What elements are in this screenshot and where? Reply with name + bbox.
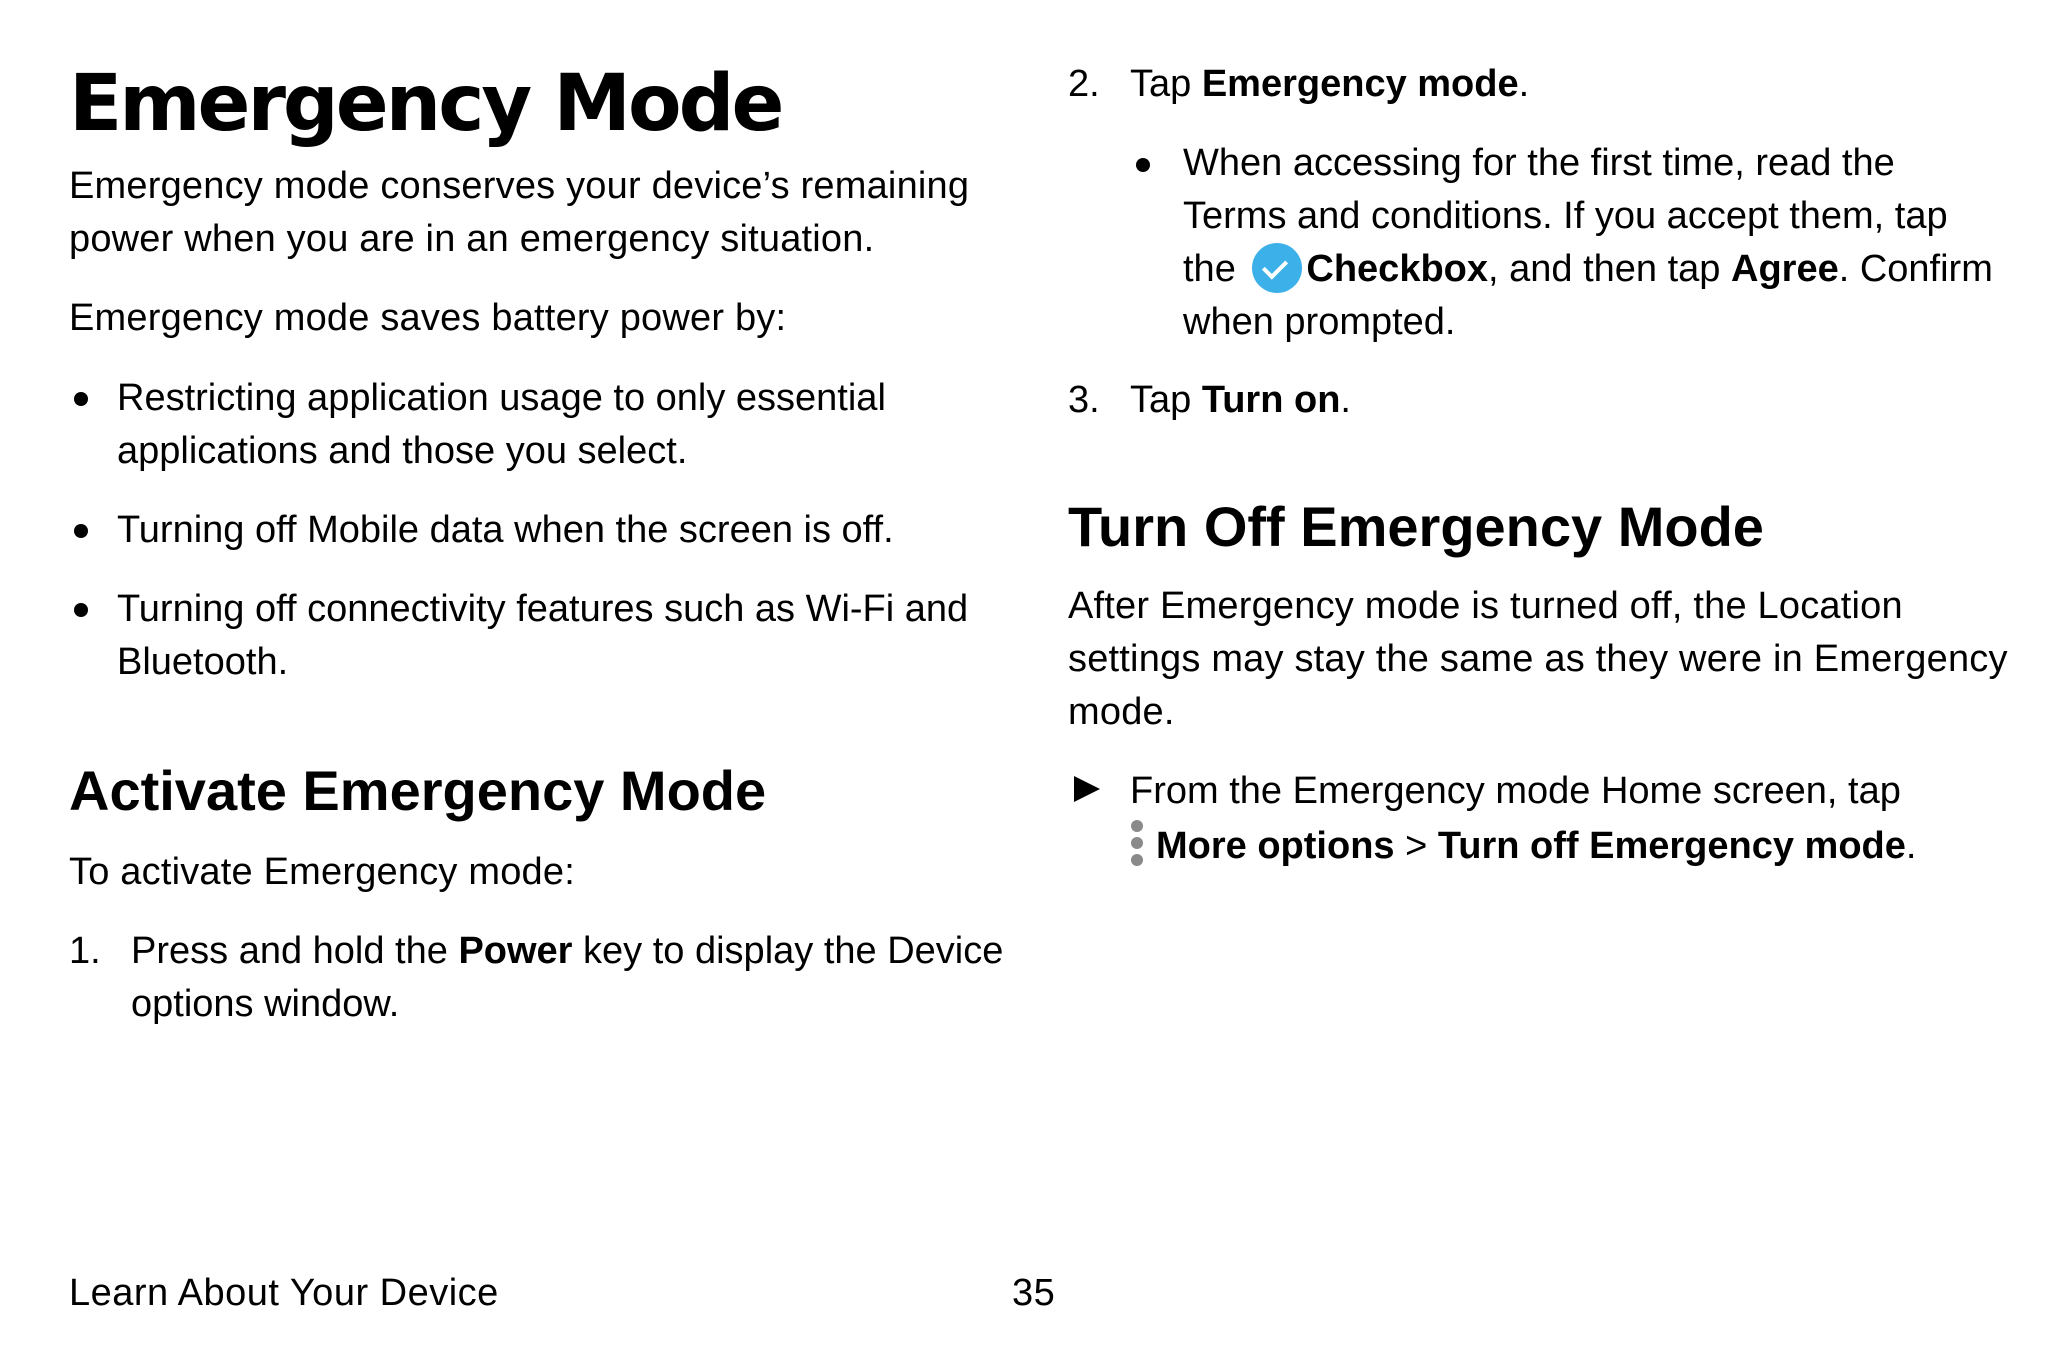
turn-off-emergency-label: Turn off Emergency mode <box>1437 825 1906 867</box>
intro-paragraph <box>69 160 969 266</box>
turn-on-label: Turn on <box>1201 379 1341 421</box>
list-item-line: Bluetooth. <box>117 641 289 683</box>
list-item <box>117 504 894 557</box>
list-item-line: , and then tap <box>1488 248 1731 290</box>
list-item-line: When accessing for the first time, read the <box>1183 142 1895 184</box>
list-item-line: applications and those you select. <box>117 430 688 472</box>
emergency-mode-label: Emergency mode <box>1201 63 1519 105</box>
bullet-icon <box>74 524 88 538</box>
action-line: From the Emergency mode Home screen, tap <box>1130 770 1901 812</box>
activate-intro: To activate Emergency mode: <box>69 851 575 893</box>
more-options-icon <box>1130 818 1144 868</box>
saves-by-text: Emergency mode saves battery power by: <box>69 297 787 339</box>
step-text-part: key to display the Device <box>572 930 1004 972</box>
list-item <box>117 372 886 478</box>
checkbox-label: Checkbox <box>1306 248 1489 290</box>
step-text <box>1130 58 1529 111</box>
paragraph-line: mode. <box>1068 691 1175 733</box>
list-item-line: . Confirm <box>1838 248 1993 290</box>
action-text <box>1130 765 1916 873</box>
list-item <box>117 583 968 689</box>
step-text-part: . <box>1340 379 1351 421</box>
step-text-part: Tap <box>1130 63 1202 105</box>
bullet-icon <box>74 603 88 617</box>
list-item-line: the <box>1183 248 1247 290</box>
footer-section-title: Learn About Your Device <box>69 1272 499 1314</box>
checkbox-checked-icon <box>1252 243 1302 293</box>
step-text <box>1130 374 1351 427</box>
step-number: 3. <box>1068 379 1100 421</box>
step-number: 2. <box>1068 63 1100 105</box>
intro-line-1: Emergency mode conserves your device’s remaining <box>69 165 970 207</box>
activate-heading: Activate Emergency Mode <box>69 759 767 822</box>
arrow-right-icon <box>1074 776 1100 802</box>
agree-label: Agree <box>1731 248 1839 290</box>
list-item-line: Restricting application usage to only essential <box>117 377 886 419</box>
list-item-line: when prompted. <box>1183 301 1456 343</box>
bullet-icon <box>74 392 88 406</box>
step-text-part: options window. <box>131 983 400 1025</box>
step-text-part: Tap <box>1130 379 1202 421</box>
list-item <box>1183 137 1993 349</box>
power-key-label: Power <box>458 930 573 972</box>
bullet-icon <box>1136 158 1150 172</box>
list-item-line: Turning off connectivity features such as Wi-Fi and <box>117 588 969 630</box>
list-item-line: Turning off Mobile data when the screen is off. <box>117 509 894 551</box>
list-item-line: Terms and conditions. If you accept them, tap <box>1183 195 1948 237</box>
step-number: 1. <box>69 930 101 972</box>
paragraph-line: After Emergency mode is turned off, the Location <box>1068 585 1903 627</box>
page-number: 35 <box>1012 1272 1056 1314</box>
turn-off-heading: Turn Off Emergency Mode <box>1068 495 1764 558</box>
paragraph-line: settings may stay the same as they were in Emergency <box>1068 638 2008 680</box>
page-title: Emergency Mode <box>69 59 782 149</box>
step-text-part: . <box>1518 63 1530 105</box>
more-options-label: More options <box>1156 825 1395 867</box>
chevron-separator: > <box>1394 825 1438 867</box>
turn-off-paragraph <box>1068 580 2008 739</box>
step-text-part: Press and hold the <box>131 930 459 972</box>
action-line: . <box>1905 825 1917 867</box>
step-text <box>131 925 1003 1031</box>
intro-line-2: power when you are in an emergency situation. <box>69 218 875 260</box>
